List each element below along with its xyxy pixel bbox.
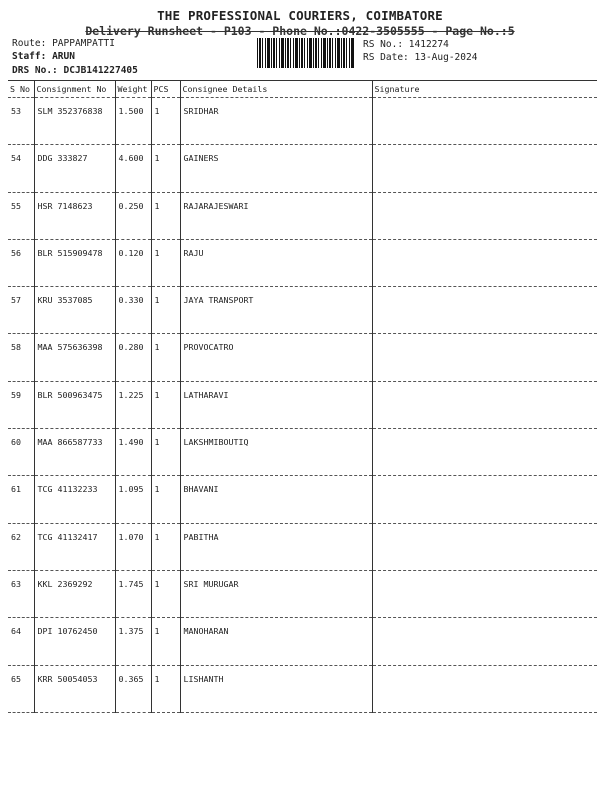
rs-no-value: 1412274 [408,39,449,50]
cell-pcs: 1 [151,334,180,381]
cell-consignee: JAYA TRANSPORT [180,287,372,334]
signature-cell [372,523,597,570]
cell-consignee: LAKSHMIBOUTIQ [180,429,372,476]
cell-pcs: 1 [151,665,180,712]
cell-pcs: 1 [151,98,180,145]
drs-value: DCJB141227405 [63,65,138,76]
table-row [8,145,597,192]
cell-consignment-no: SLM 352376838 [34,98,115,145]
route-line [12,38,115,49]
staff-line [12,51,75,62]
cell-consignment-no: KKL 2369292 [34,570,115,617]
col-header-signature: Signature [372,81,597,98]
table-row [8,665,597,712]
cell-consignee: PROVOCATRO [180,334,372,381]
route-label: Route: [12,38,47,49]
table-row [8,429,597,476]
cell-weight: 0.120 [115,239,151,286]
cell-weight: 1.375 [115,618,151,665]
cell-sno: 57 [8,287,34,334]
signature-cell [372,665,597,712]
table-header-row [8,81,597,98]
cell-weight: 1.490 [115,429,151,476]
cell-pcs: 1 [151,239,180,286]
delivery-table [8,80,597,713]
rs-no-line [363,39,449,50]
staff-value: ARUN [52,51,75,62]
cell-consignment-no: DPI 10762450 [34,618,115,665]
rs-date-line [363,52,477,63]
signature-cell [372,429,597,476]
runsheet-subtitle: Delivery Runsheet - P103 - Phone No.:0422-3505555 - Page No.:5 [85,24,515,38]
cell-consignee: BHAVANI [180,476,372,523]
table-row [8,523,597,570]
cell-consignment-no: TCG 41132417 [34,523,115,570]
cell-sno: 53 [8,98,34,145]
cell-consignee: PABITHA [180,523,372,570]
cell-sno: 62 [8,523,34,570]
signature-cell [372,145,597,192]
table-row [8,334,597,381]
signature-cell [372,192,597,239]
cell-consignment-no: MAA 575636398 [34,334,115,381]
barcode-image [257,38,355,68]
drs-line [12,65,138,76]
cell-pcs: 1 [151,476,180,523]
cell-pcs: 1 [151,145,180,192]
signature-cell [372,381,597,428]
col-header-consignee: Consignee Details [180,81,372,98]
signature-cell [372,570,597,617]
cell-pcs: 1 [151,192,180,239]
drs-label: DRS No.: [12,65,58,76]
cell-sno: 58 [8,334,34,381]
rs-no-label: RS No.: [363,39,404,50]
cell-consignment-no: DDG 333827 [34,145,115,192]
staff-label: Staff: [12,51,47,62]
table-row [8,287,597,334]
signature-cell [372,334,597,381]
cell-weight: 0.280 [115,334,151,381]
table-row [8,192,597,239]
document-title: THE PROFESSIONAL COURIERS, COIMBATORE [157,8,443,23]
cell-consignment-no: HSR 7148623 [34,192,115,239]
cell-consignee: SRI MURUGAR [180,570,372,617]
cell-sno: 63 [8,570,34,617]
table-row [8,570,597,617]
signature-cell [372,618,597,665]
cell-consignee: SRIDHAR [180,98,372,145]
cell-sno: 59 [8,381,34,428]
cell-consignment-no: KRR 50054053 [34,665,115,712]
cell-consignment-no: BLR 515909478 [34,239,115,286]
cell-consignment-no: TCG 41132233 [34,476,115,523]
cell-weight: 0.250 [115,192,151,239]
table-row [8,98,597,145]
signature-cell [372,98,597,145]
cell-sno: 55 [8,192,34,239]
col-header-weight: Weight [115,81,151,98]
signature-cell [372,239,597,286]
cell-pcs: 1 [151,523,180,570]
cell-sno: 60 [8,429,34,476]
cell-weight: 1.745 [115,570,151,617]
cell-weight: 0.365 [115,665,151,712]
cell-sno: 65 [8,665,34,712]
table-row [8,618,597,665]
cell-sno: 61 [8,476,34,523]
cell-pcs: 1 [151,570,180,617]
cell-consignee: RAJARAJESWARI [180,192,372,239]
rs-date-label: RS Date: [363,52,409,63]
cell-pcs: 1 [151,429,180,476]
cell-pcs: 1 [151,381,180,428]
table-row [8,239,597,286]
signature-cell [372,287,597,334]
table-row [8,381,597,428]
cell-weight: 1.070 [115,523,151,570]
cell-weight: 1.500 [115,98,151,145]
signature-cell [372,476,597,523]
cell-weight: 1.095 [115,476,151,523]
cell-consignee: MANOHARAN [180,618,372,665]
cell-pcs: 1 [151,618,180,665]
col-header-pcs: PCS [151,81,180,98]
col-header-sno: S No [8,81,34,98]
col-header-consignment: Consignment No [34,81,115,98]
table-row [8,476,597,523]
cell-consignment-no: BLR 500963475 [34,381,115,428]
cell-consignee: GAINERS [180,145,372,192]
cell-consignee: LATHARAVI [180,381,372,428]
rs-date-value: 13-Aug-2024 [414,52,478,63]
cell-sno: 56 [8,239,34,286]
cell-consignee: RAJU [180,239,372,286]
cell-sno: 54 [8,145,34,192]
cell-consignment-no: KRU 3537085 [34,287,115,334]
cell-consignee: LISHANTH [180,665,372,712]
cell-weight: 4.600 [115,145,151,192]
cell-consignment-no: MAA 866587733 [34,429,115,476]
cell-pcs: 1 [151,287,180,334]
route-value: PAPPAMPATTI [52,38,115,49]
cell-weight: 1.225 [115,381,151,428]
cell-weight: 0.330 [115,287,151,334]
cell-sno: 64 [8,618,34,665]
